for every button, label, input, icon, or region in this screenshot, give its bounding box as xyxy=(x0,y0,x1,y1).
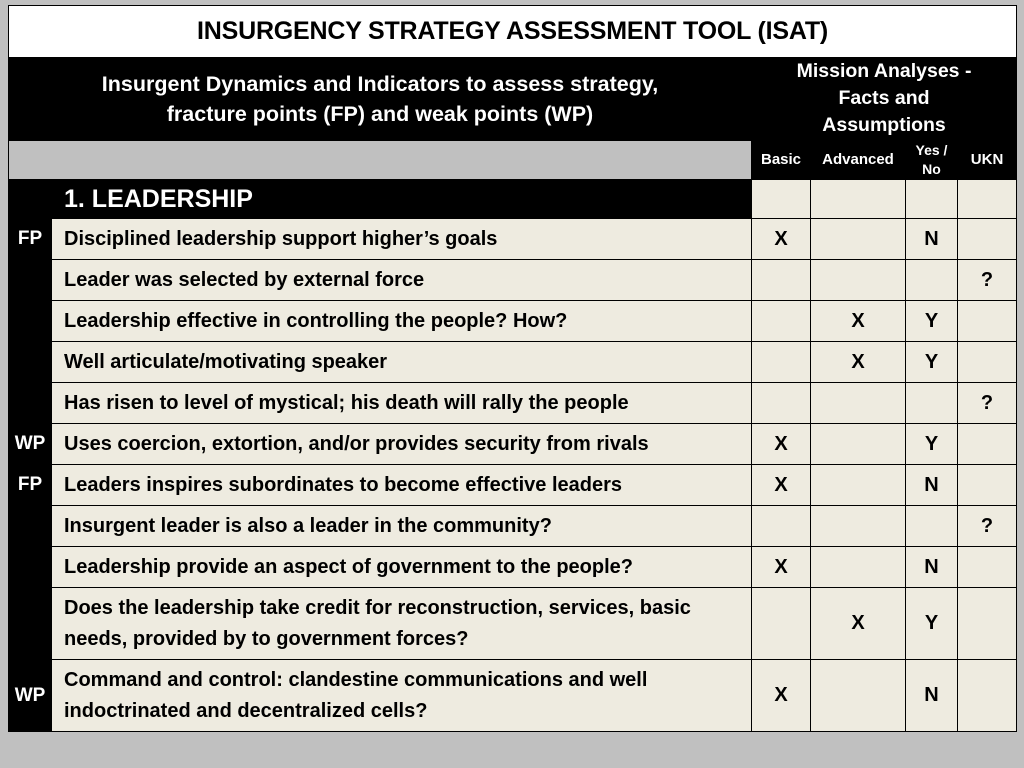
ukn-mark xyxy=(958,342,1017,383)
ukn-mark: ? xyxy=(958,383,1017,424)
table-row xyxy=(9,506,1017,547)
yes-no-mark: N xyxy=(906,465,958,506)
table-row xyxy=(9,342,1017,383)
point-tag: FP xyxy=(9,465,52,506)
advanced-mark xyxy=(811,260,906,301)
isat-table xyxy=(8,5,1017,732)
ukn-mark xyxy=(958,547,1017,588)
yes-no-mark: N xyxy=(906,660,958,732)
table-row xyxy=(9,660,1017,732)
dynamics-header xyxy=(9,58,752,141)
yes-no-mark: Y xyxy=(906,424,958,465)
ukn-mark xyxy=(958,424,1017,465)
point-tag: WP xyxy=(9,660,52,732)
section-advanced-cell xyxy=(811,180,906,219)
basic-mark: X xyxy=(752,547,811,588)
advanced-mark xyxy=(811,383,906,424)
table-row xyxy=(9,547,1017,588)
advanced-mark xyxy=(811,219,906,260)
table-row xyxy=(9,301,1017,342)
point-tag xyxy=(9,588,52,660)
point-tag: WP xyxy=(9,424,52,465)
point-tag xyxy=(9,260,52,301)
criterion-text: Has risen to level of mystical; his death will rally the people xyxy=(52,383,752,424)
advanced-mark: X xyxy=(811,342,906,383)
col-header-yes-no xyxy=(906,141,958,180)
mission-header-line3: Assumptions xyxy=(822,114,946,136)
col-header-basic: Basic xyxy=(752,141,811,180)
section-yes-no-cell xyxy=(906,180,958,219)
yes-no-mark xyxy=(906,260,958,301)
mission-header-line2: Facts and xyxy=(838,87,930,109)
col-header-yes-no-line2: No xyxy=(922,161,941,177)
ukn-mark xyxy=(958,465,1017,506)
advanced-mark xyxy=(811,465,906,506)
yes-no-mark: Y xyxy=(906,588,958,660)
criterion-text: Command and control: clandestine communications and well indoctrinated and decentralized cells? xyxy=(52,660,752,732)
basic-mark xyxy=(752,301,811,342)
mission-header-line1: Mission Analyses - xyxy=(796,60,972,82)
ukn-mark xyxy=(958,660,1017,732)
page-title: INSURGENCY STRATEGY ASSESSMENT TOOL (ISAT) xyxy=(9,6,1017,58)
advanced-mark xyxy=(811,506,906,547)
criterion-text: Does the leadership take credit for reconstruction, services, basic needs, provided by to government forces? xyxy=(52,588,752,660)
table-row xyxy=(9,260,1017,301)
criterion-text: Insurgent leader is also a leader in the community? xyxy=(52,506,752,547)
ukn-mark: ? xyxy=(958,506,1017,547)
criterion-text: Leader was selected by external force xyxy=(52,260,752,301)
basic-mark xyxy=(752,383,811,424)
basic-mark xyxy=(752,342,811,383)
table-row xyxy=(9,588,1017,660)
point-tag xyxy=(9,342,52,383)
dynamics-header-line1: Insurgent Dynamics and Indicators to assess strategy, xyxy=(101,72,659,96)
table-row xyxy=(9,465,1017,506)
advanced-mark xyxy=(811,660,906,732)
basic-mark: X xyxy=(752,660,811,732)
criterion-text: Leadership effective in controlling the people? How? xyxy=(52,301,752,342)
table-row xyxy=(9,383,1017,424)
col-header-ukn: UKN xyxy=(958,141,1017,180)
ukn-mark xyxy=(958,301,1017,342)
point-tag xyxy=(9,506,52,547)
point-tag xyxy=(9,547,52,588)
basic-mark: X xyxy=(752,219,811,260)
ukn-mark: ? xyxy=(958,260,1017,301)
grey-band xyxy=(9,141,752,180)
basic-mark xyxy=(752,506,811,547)
basic-mark: X xyxy=(752,424,811,465)
col-header-advanced: Advanced xyxy=(811,141,906,180)
ukn-mark xyxy=(958,588,1017,660)
table-row xyxy=(9,424,1017,465)
advanced-mark xyxy=(811,424,906,465)
point-tag xyxy=(9,301,52,342)
point-tag: FP xyxy=(9,219,52,260)
table-row xyxy=(9,219,1017,260)
mission-analyses-header xyxy=(752,58,1017,140)
section-tag xyxy=(9,180,52,219)
advanced-mark: X xyxy=(811,588,906,660)
section-ukn-cell xyxy=(958,180,1017,219)
criterion-text: Well articulate/motivating speaker xyxy=(52,342,752,383)
criterion-text: Leadership provide an aspect of government to the people? xyxy=(52,547,752,588)
criterion-text: Uses coercion, extortion, and/or provides security from rivals xyxy=(52,424,752,465)
yes-no-mark xyxy=(906,383,958,424)
dynamics-header-line2: fracture points (FP) and weak points (WP) xyxy=(166,102,594,126)
yes-no-mark: Y xyxy=(906,301,958,342)
advanced-mark: X xyxy=(811,301,906,342)
basic-mark xyxy=(752,260,811,301)
basic-mark xyxy=(752,588,811,660)
isat-sheet xyxy=(8,5,1016,737)
criterion-text: Leaders inspires subordinates to become effective leaders xyxy=(52,465,752,506)
criterion-text: Disciplined leadership support higher’s goals xyxy=(52,219,752,260)
section-basic-cell xyxy=(752,180,811,219)
yes-no-mark: Y xyxy=(906,342,958,383)
section-title: 1. LEADERSHIP xyxy=(52,180,752,219)
advanced-mark xyxy=(811,547,906,588)
ukn-mark xyxy=(958,219,1017,260)
yes-no-mark xyxy=(906,506,958,547)
point-tag xyxy=(9,383,52,424)
basic-mark: X xyxy=(752,465,811,506)
yes-no-mark: N xyxy=(906,547,958,588)
col-header-yes-no-line1: Yes / xyxy=(915,142,948,158)
yes-no-mark: N xyxy=(906,219,958,260)
